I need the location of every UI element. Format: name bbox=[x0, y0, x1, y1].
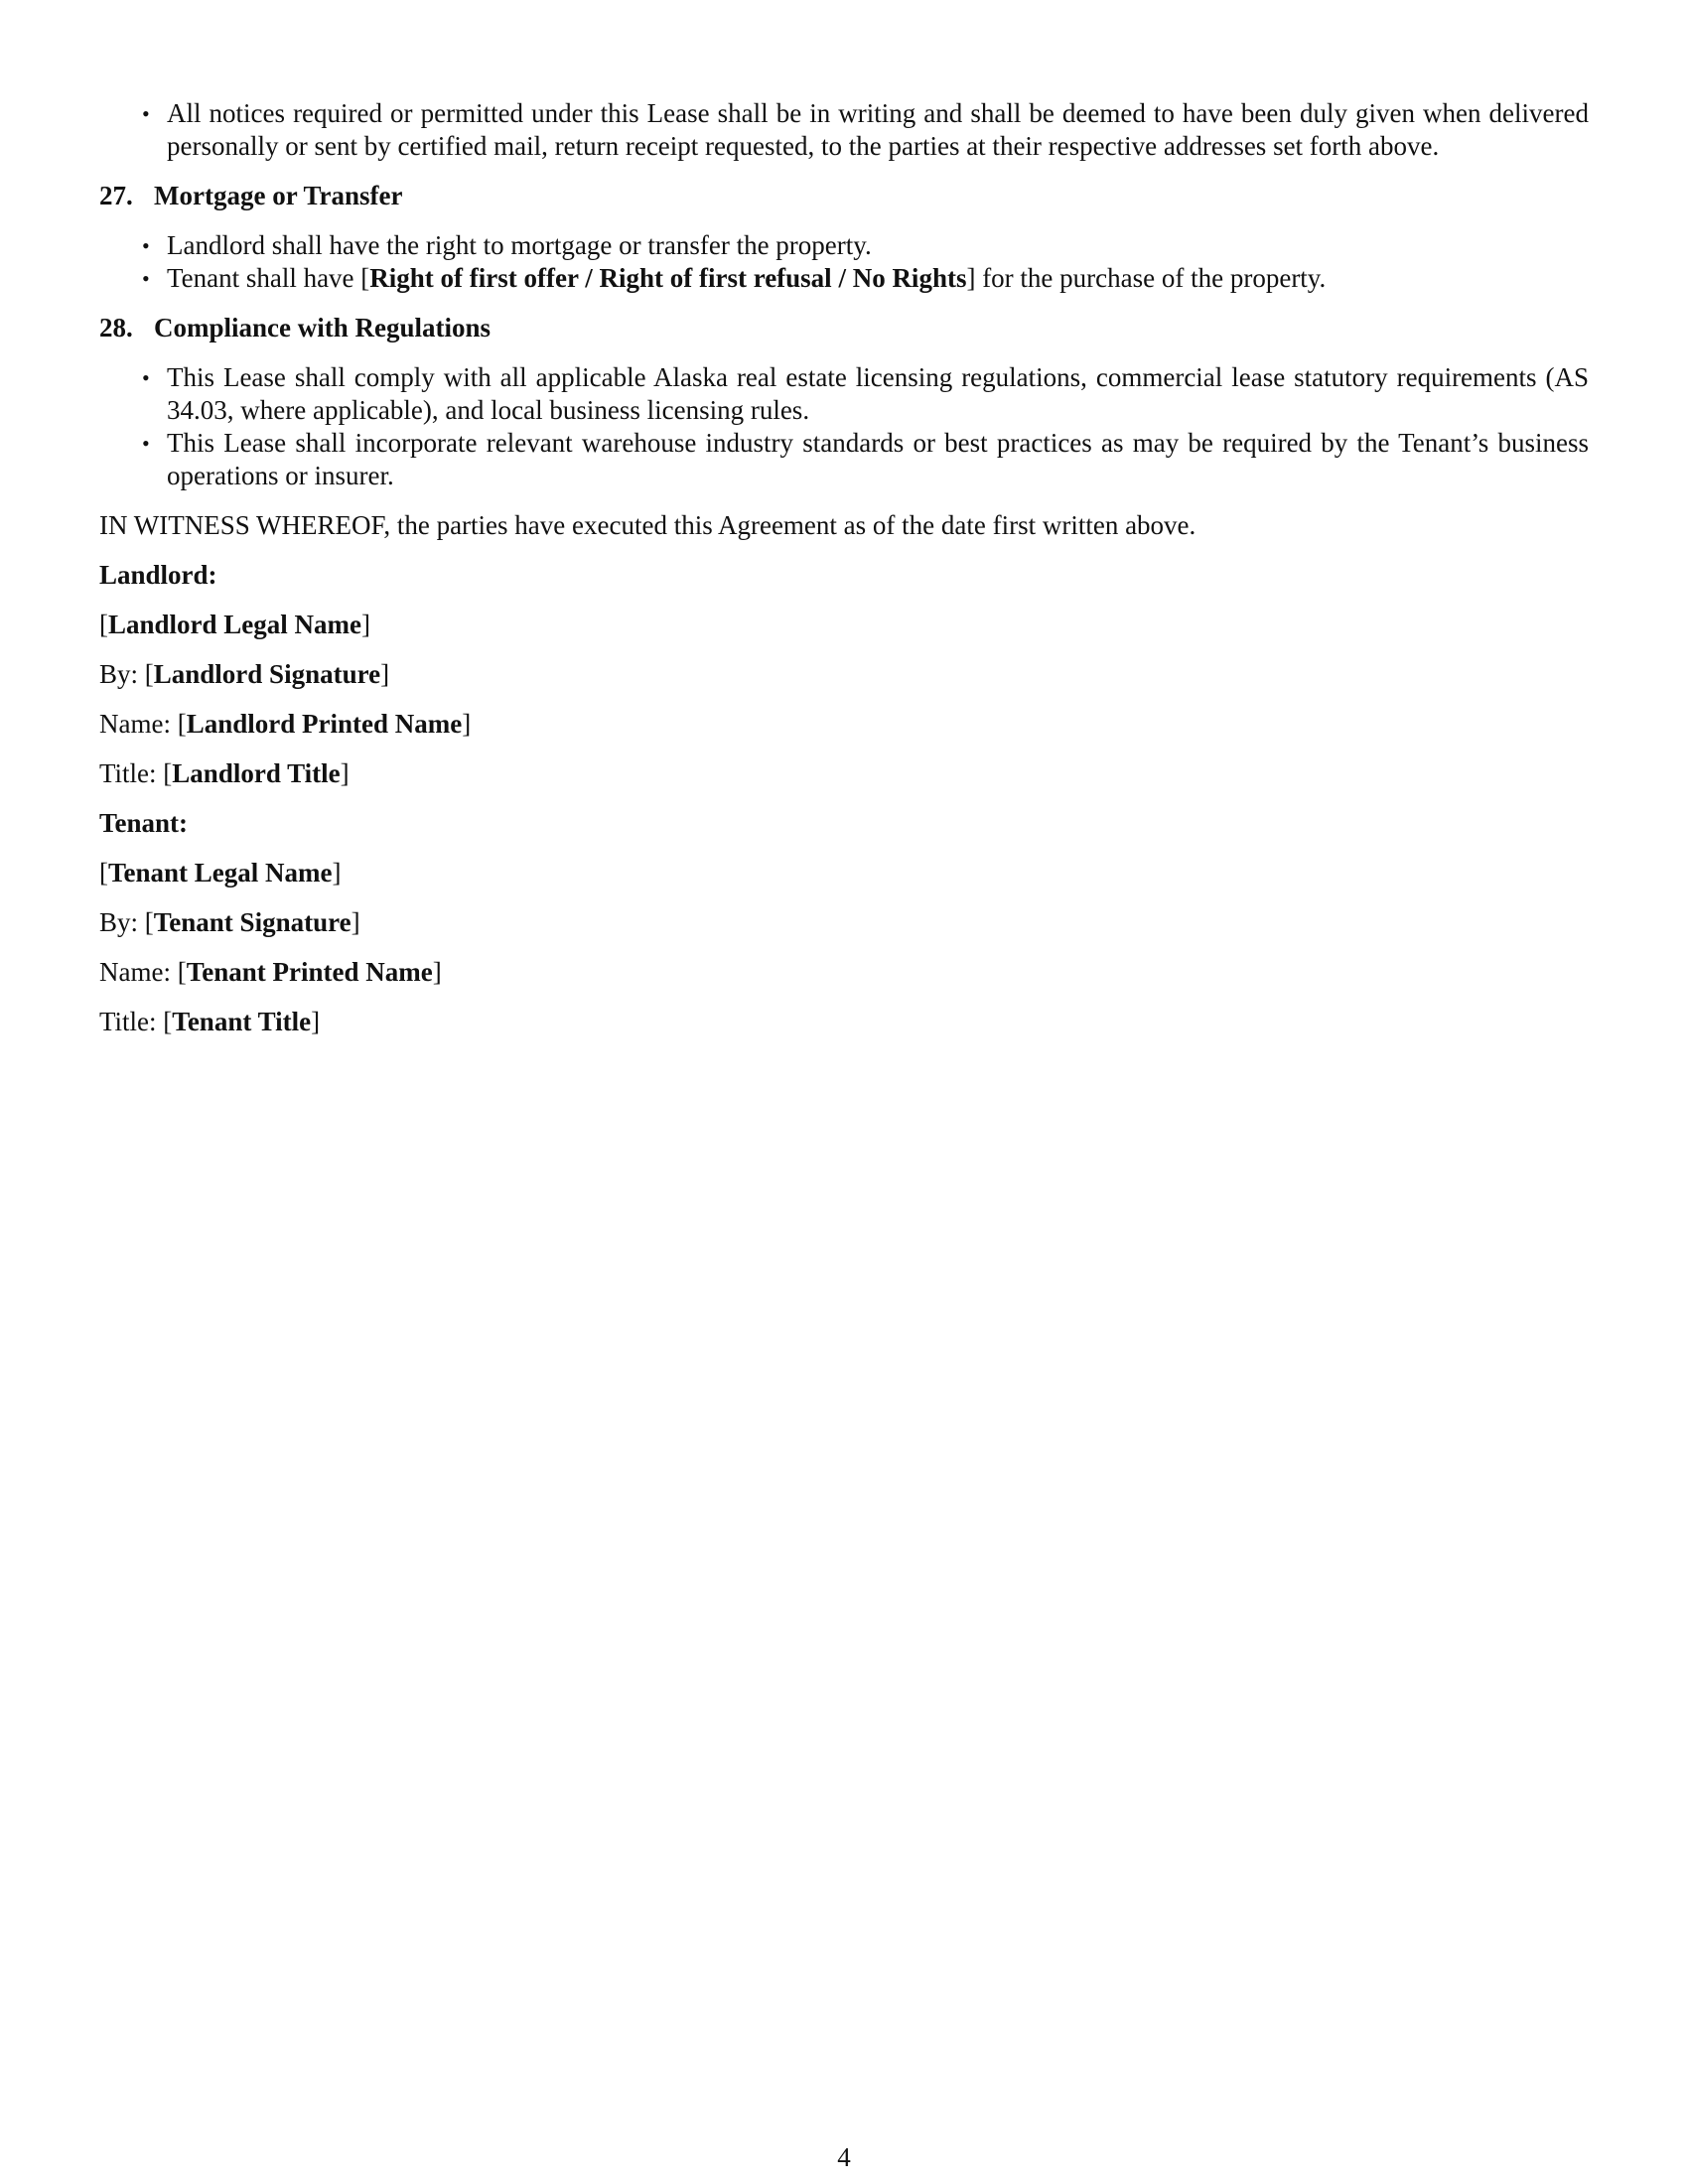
list-item bbox=[142, 97, 1589, 163]
bullet-icon: • bbox=[142, 431, 150, 456]
section-title: Mortgage or Transfer bbox=[154, 181, 403, 210]
landlord-signature: Landlord Signature bbox=[153, 659, 381, 689]
title-label: Title: bbox=[99, 758, 164, 788]
purchase-rights-prefix: Tenant shall have [ bbox=[167, 263, 370, 293]
tenant-signature-line: By: [Tenant Signature] bbox=[99, 907, 360, 937]
bullet-icon: • bbox=[142, 233, 150, 258]
bullet-icon: • bbox=[142, 266, 150, 291]
tenant-legal-name-line: [Tenant Legal Name] bbox=[99, 858, 342, 887]
landlord-legal-name: Landlord Legal Name bbox=[108, 610, 362, 639]
landlord-signature-line: By: [Landlord Signature] bbox=[99, 659, 390, 689]
list-item bbox=[142, 229, 1589, 262]
section-number: 28. bbox=[99, 313, 133, 342]
by-label: By: bbox=[99, 659, 145, 689]
section-number: 27. bbox=[99, 181, 133, 210]
landlord-legal-name-line: [Landlord Legal Name] bbox=[99, 610, 371, 639]
section-title: Compliance with Regulations bbox=[154, 313, 492, 342]
standards-text: This Lease shall incorporate relevant warehouse industry standards or best practices as may be required by the Tenant’s business operations or insurer. bbox=[167, 428, 1589, 490]
landlord-heading: Landlord: bbox=[99, 560, 217, 590]
document-page bbox=[99, 97, 1589, 1038]
tenant-title-line: Title: [Tenant Title] bbox=[99, 1007, 321, 1036]
tenant-title: Tenant Title bbox=[172, 1007, 312, 1036]
name-label: Name: bbox=[99, 957, 178, 987]
purchase-rights-suffix: ] for the purchase of the property. bbox=[966, 263, 1327, 293]
list-item bbox=[142, 262, 1589, 295]
section-28-list bbox=[99, 361, 1589, 492]
name-label: Name: bbox=[99, 709, 178, 739]
notices-text: All notices required or permitted under this Lease shall be in writing and shall be deemed to have been duly given when delivered personally or sent by certified mail, return receipt requested, to the parties at their respective addresses set forth above. bbox=[167, 98, 1589, 161]
list-item bbox=[142, 427, 1589, 492]
title-label: Title: bbox=[99, 1007, 164, 1036]
list-item bbox=[142, 361, 1589, 427]
bullet-icon: • bbox=[142, 101, 150, 126]
landlord-title-line: Title: [Landlord Title] bbox=[99, 758, 350, 788]
tenant-signature: Tenant Signature bbox=[153, 907, 352, 937]
bullet-icon: • bbox=[142, 365, 150, 390]
section-28-heading bbox=[99, 312, 1589, 344]
landlord-title: Landlord Title bbox=[172, 758, 341, 788]
by-label: By: bbox=[99, 907, 145, 937]
purchase-rights-options: Right of first offer / Right of first refusal / No Rights bbox=[369, 263, 967, 293]
tenant-legal-name: Tenant Legal Name bbox=[108, 858, 333, 887]
tenant-printed-name: Tenant Printed Name bbox=[186, 957, 433, 987]
witness-clause: IN WITNESS WHEREOF, the parties have executed this Agreement as of the date first written above. bbox=[99, 510, 1196, 540]
section-27-list bbox=[99, 229, 1589, 295]
tenant-name-line: Name: [Tenant Printed Name] bbox=[99, 957, 442, 987]
tenant-heading: Tenant: bbox=[99, 808, 189, 838]
mortgage-text: Landlord shall have the right to mortgage or transfer the property. bbox=[167, 230, 872, 260]
landlord-name-line: Name: [Landlord Printed Name] bbox=[99, 709, 472, 739]
landlord-printed-name: Landlord Printed Name bbox=[186, 709, 463, 739]
section-27-heading bbox=[99, 180, 1589, 212]
notices-list bbox=[99, 97, 1589, 163]
licensing-text: This Lease shall comply with all applicable Alaska real estate licensing regulations, commercial lease statutory requirements (AS 34.03, where applicable), and local business licensing rules. bbox=[167, 362, 1589, 425]
page-number: 4 bbox=[837, 2142, 851, 2172]
